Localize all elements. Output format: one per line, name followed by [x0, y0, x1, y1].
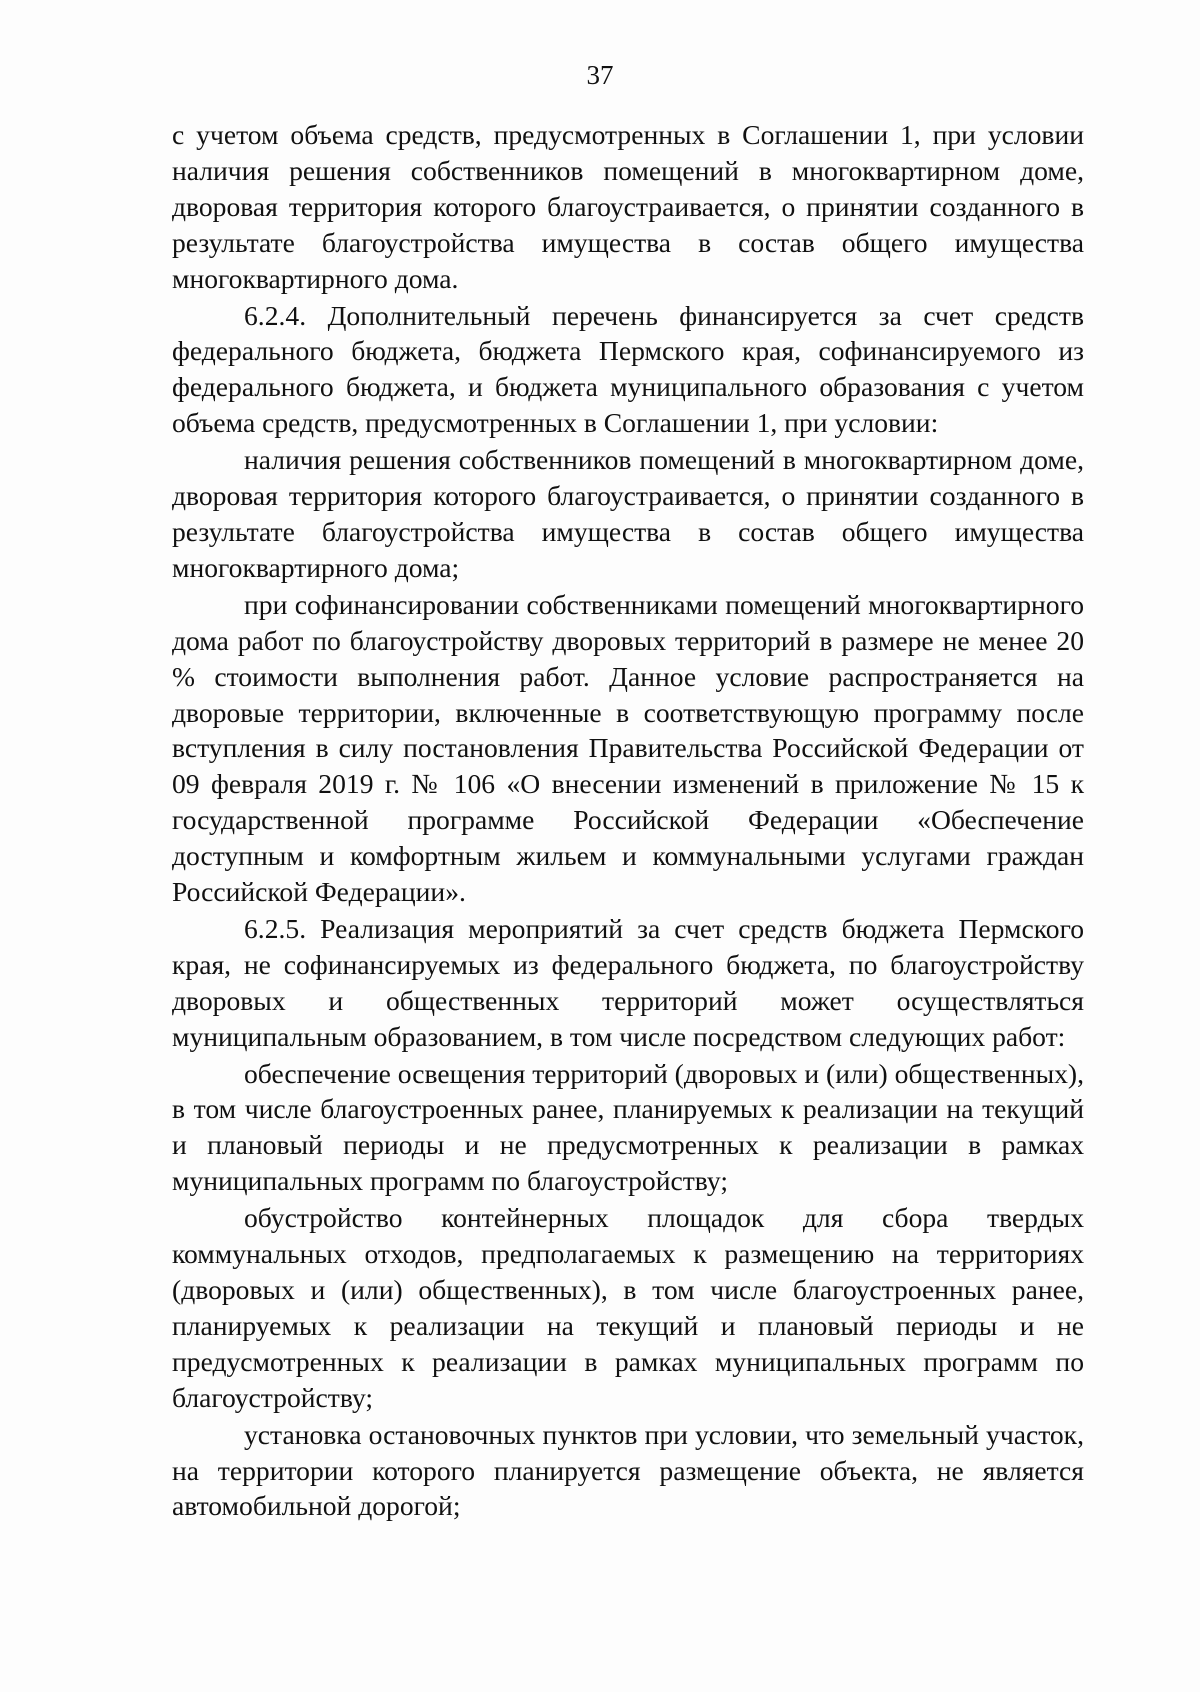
- page-number: 37: [586, 60, 614, 90]
- document-body: [172, 117, 1084, 1524]
- paragraph-bus-stops: установка остановочных пунктов при условии, что земельный участок, на территории которого планируется размещение объекта, не является автомобильной дорогой;: [172, 1418, 1084, 1522]
- paragraph-6-2-5: 6.2.5. Реализация мероприятий за счет средств бюджета Пермского края, не софинансируемых из федерального бюджета, по благоустройству дворовых и общественных территорий может осуществляться муниципальным образованием, в том числе посредством следующих работ:: [172, 912, 1084, 1052]
- paragraph-condition-decision: наличия решения собственников помещений в многоквартирном доме, дворовая территория которого благоустраивается, о принятии созданного в результате благоустройства имущества в состав общего имущества многоквартирного дома;: [172, 444, 1084, 583]
- paragraph-container-sites: обустройство контейнерных площадок для сбора твердых коммунальных отходов, предполагаемых к размещению на территориях (дворовых и (или) общественных), в том числе благоустроенных ранее, планируемых к реализации на текущий и плановый периоды и не предусмотренных к реализации в рамках муниципальных программ по благоустройству;: [172, 1202, 1084, 1413]
- paragraph-continuation: с учетом объема средств, предусмотренных в Соглашении 1, при условии наличия решения собственников помещений в многоквартирном доме, дворовая территория которого благоустраивается, о принятии созданного в результате благоустройства имущества в состав общего имущества многоквартирного дома.: [172, 119, 1084, 294]
- paragraph-lighting: обеспечение освещения территорий (дворовых и (или) общественных), в том числе благоустроенных ранее, планируемых к реализации на текущий и плановый периоды и не предусмотренных к реализации в рамках муниципальных программ по благоустройству;: [172, 1057, 1085, 1197]
- paragraph-6-2-4: 6.2.4. Дополнительный перечень финансируется за счет средств федерального бюджета, бюджета Пермского края, софинансируемого из федерального бюджета, и бюджета муниципального образования с учетом объема средств, предусмотренных в Соглашении 1, при условии:: [172, 299, 1084, 439]
- paragraph-condition-cofinancing: при софинансировании собственниками помещений многоквартирного дома работ по благоустройству дворовых территорий в размере не менее 20 % стоимости выполнения работ. Данное условие распространяется на дворовые территории, включенные в соответствующую программу после вступления в силу постановления Правительства Российской Федерации от 09 февраля 2019 г. № 106 «О внесении изменений в приложение № 15 к государственной программе Российской Федерации «Обеспечение доступным и комфортным жильем и коммунальными услугами граждан Российской Федерации».: [172, 588, 1084, 908]
